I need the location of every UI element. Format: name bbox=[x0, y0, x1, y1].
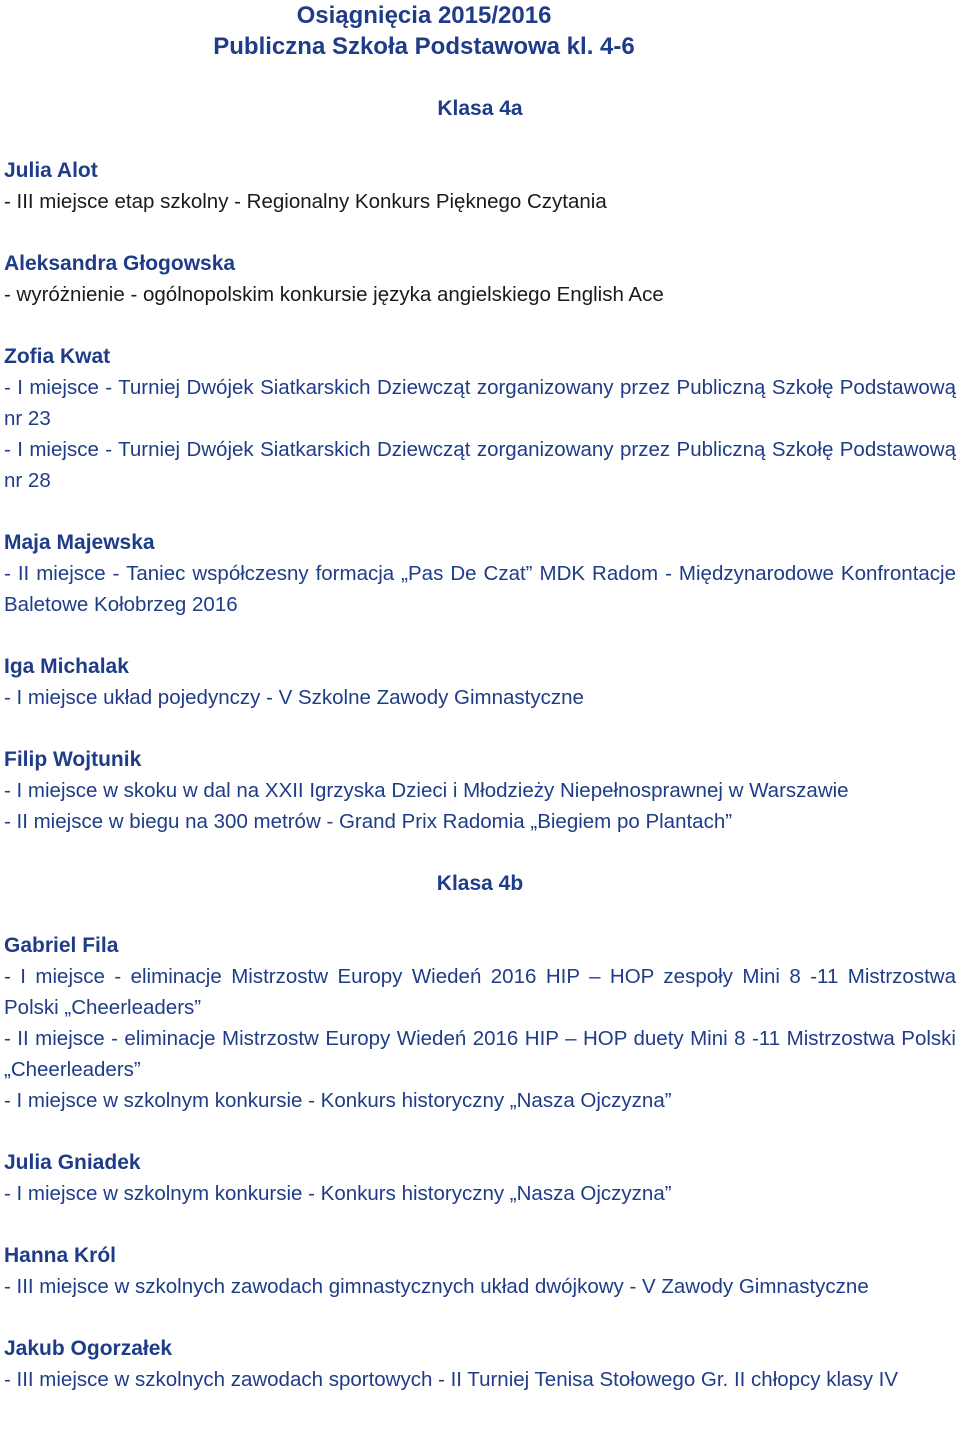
achievement-item: - I miejsce w szkolnym konkursie - Konkurs historyczny „Nasza Ojczyzna” bbox=[4, 1182, 672, 1205]
student-name: Iga Michalak bbox=[4, 655, 129, 678]
student-name: Jakub Ogorzałek bbox=[4, 1337, 173, 1360]
student-entry bbox=[4, 930, 956, 1116]
student-entry bbox=[4, 744, 956, 837]
achievement-item: - I miejsce - Turniej Dwójek Siatkarskich Dziewcząt zorganizowany przez Publiczną Szkołę Podstawową nr 28 bbox=[4, 438, 956, 492]
achievement-item: - I miejsce w skoku w dal na XXII Igrzyska Dzieci i Młodzieży Niepełnosprawnej w Warszawie bbox=[4, 779, 849, 802]
student-name: Aleksandra Głogowska bbox=[4, 252, 236, 275]
student-name: Zofia Kwat bbox=[4, 345, 111, 368]
achievement-item: - III miejsce etap szkolny - Regionalny Konkurs Pięknego Czytania bbox=[4, 190, 607, 213]
document-header bbox=[4, 0, 684, 62]
achievement-item: - III miejsce w szkolnych zawodach gimnastycznych układ dwójkowy - V Zawody Gimnastyczne bbox=[4, 1275, 869, 1298]
student-entry bbox=[4, 1240, 956, 1302]
school-name: Publiczna Szkoła Podstawowa kl. 4-6 bbox=[213, 33, 635, 60]
student-name: Maja Majewska bbox=[4, 531, 155, 554]
student-name: Gabriel Fila bbox=[4, 934, 119, 957]
student-name: Filip Wojtunik bbox=[4, 748, 142, 771]
achievement-item: - II miejsce - eliminacje Mistrzostw Europy Wiedeń 2016 HIP – HOP duety Mini 8 -11 Mistrzostwa Polski „Cheerleaders” bbox=[4, 1027, 956, 1081]
achievement-item: - wyróżnienie - ogólnopolskim konkursie języka angielskiego English Ace bbox=[4, 283, 664, 306]
student-entry bbox=[4, 651, 956, 713]
student-name: Julia Gniadek bbox=[4, 1151, 141, 1174]
student-entry bbox=[4, 155, 956, 217]
achievement-item: - II miejsce w biegu na 300 metrów - Grand Prix Radomia „Biegiem po Plantach” bbox=[4, 810, 733, 833]
achievement-item: - I miejsce - eliminacje Mistrzostw Europy Wiedeń 2016 HIP – HOP zespoły Mini 8 -11 Mistrzostwa Polski „Cheerleaders” bbox=[4, 965, 956, 1019]
student-entry bbox=[4, 341, 956, 496]
class-title-4b: Klasa 4b bbox=[436, 872, 524, 895]
achievement-item: - I miejsce w szkolnym konkursie - Konkurs historyczny „Nasza Ojczyzna” bbox=[4, 1089, 672, 1112]
achievement-item: - III miejsce w szkolnych zawodach sportowych - II Turniej Tenisa Stołowego Gr. II chłopcy klasy IV bbox=[4, 1368, 899, 1391]
student-entry bbox=[4, 527, 956, 620]
achievement-item: - I miejsce układ pojedynczy - V Szkolne Zawody Gimnastyczne bbox=[4, 686, 584, 709]
student-name: Julia Alot bbox=[4, 159, 98, 182]
document-title: Osiągnięcia 2015/2016 bbox=[296, 2, 552, 29]
achievement-item: - I miejsce - Turniej Dwójek Siatkarskich Dziewcząt zorganizowany przez Publiczną Szkołę Podstawową nr 23 bbox=[4, 376, 956, 430]
class-title-4a: Klasa 4a bbox=[437, 97, 523, 120]
student-entry bbox=[4, 1147, 956, 1209]
student-name: Hanna Król bbox=[4, 1244, 117, 1267]
student-entry bbox=[4, 1333, 956, 1395]
achievement-item: - II miejsce - Taniec współczesny formacja „Pas De Czat” MDK Radom - Międzynarodowe Konfrontacje Baletowe Kołobrzeg 2016 bbox=[4, 562, 956, 616]
document-page bbox=[4, 0, 956, 1395]
student-entry bbox=[4, 248, 956, 310]
